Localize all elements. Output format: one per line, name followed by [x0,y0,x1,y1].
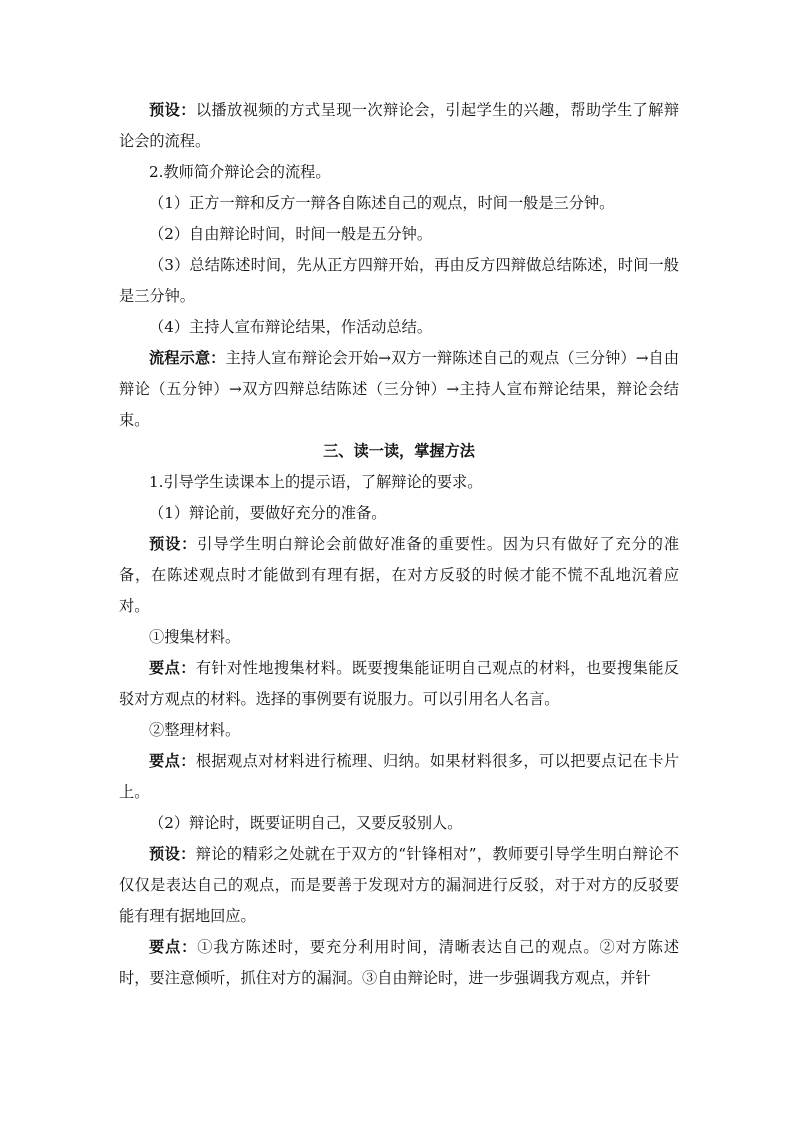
paragraph-preset-prepare [119,529,679,622]
paragraph-text: 以播放视频的方式呈现一次辩论会，引起学生的兴趣，帮助学生了解辩论会的流程。 [119,101,680,150]
paragraph-text: 辩论的精彩之处就在于双方的“针锋相对”，教师要引导学生明白辩论不仅仅是表达自己的观点，而是要善于发现对方的漏洞进行反驳，对于对方的反驳要能有理有据地回应。 [119,845,679,925]
paragraph-text: （4）主持人宣布辩论结果，作活动总结。 [149,318,433,336]
paragraph-keypoint-organize [119,746,679,808]
paragraph-before-debate [119,498,679,529]
label-keypoint: 要点： [149,938,198,956]
paragraph-collect [119,622,679,653]
paragraph-step-1 [119,467,679,498]
paragraph-text: ②整理材料。 [149,721,241,739]
document-body [119,95,679,994]
paragraph-keypoint-collect [119,653,679,715]
paragraph-during-debate [119,808,679,839]
paragraph-flow-2 [119,219,679,250]
paragraph-text: 引导学生明白辩论会前做好准备的重要性。因为只有做好了充分的准备，在陈述观点时才能做到有理有据，在对方反驳的时候才能不慌不乱地沉着应对。 [119,535,680,615]
paragraph-text: 1.引导学生读课本上的提示语，了解辩论的要求。 [149,473,483,491]
label-preset: 预设： [149,535,198,553]
section-heading: 三、读一读，掌握方法 [323,442,475,460]
paragraph-text: 主持人宣布辩论会开始→双方一辩陈述自己的观点（三分钟）→自由辩论（五分钟）→双方四辩总结陈述（三分钟）→主持人宣布辩论结果，辩论会结束。 [119,349,680,429]
paragraph-text: ①搜集材料。 [149,628,241,646]
label-keypoint: 要点： [149,659,196,677]
paragraph-flow-diagram [119,343,679,436]
paragraph-flow-4 [119,312,679,343]
paragraph-text: （1）辩论前，要做好充分的准备。 [149,504,387,522]
paragraph-text: （1）正方一辩和反方一辩各自陈述自己的观点，时间一般是三分钟。 [149,194,615,212]
paragraph-preset-video [119,95,679,157]
paragraph-text: 有针对性地搜集材料。既要搜集能证明自己观点的材料，也要搜集能反驳对方观点的材料。选择的事例要有说服力。可以引用名人名言。 [119,659,680,708]
label-keypoint: 要点： [149,752,196,770]
paragraph-text: ①我方陈述时，要充分利用时间，清晰表达自己的观点。②对方陈述时，要注意倾听，抓住对方的漏洞。③自由辩论时，进一步强调我方观点，并针 [119,938,680,987]
paragraph-text: （2）辩论时，既要证明自己，又要反驳别人。 [149,814,463,832]
paragraph-keypoint-debate [119,932,679,994]
paragraph-flow-1 [119,188,679,219]
paragraph-flow-3 [119,250,679,312]
paragraph-organize [119,715,679,746]
paragraph-text: （3）总结陈述时间，先从正方四辩开始，再由反方四辩做总结陈述，时间一般是三分钟。 [119,256,679,305]
label-preset: 预设： [149,845,196,863]
label-preset: 预设： [149,101,196,119]
paragraph-text: 2.教师简介辩论会的流程。 [149,163,331,181]
paragraph-text: 根据观点对材料进行梳理、归纳。如果材料很多，可以把要点记在卡片上。 [119,752,680,801]
paragraph-preset-rebut [119,839,679,932]
label-flow: 流程示意： [149,349,226,367]
paragraph-text: （2）自由辩论时间，时间一般是五分钟。 [149,225,433,243]
paragraph-step-2 [119,157,679,188]
